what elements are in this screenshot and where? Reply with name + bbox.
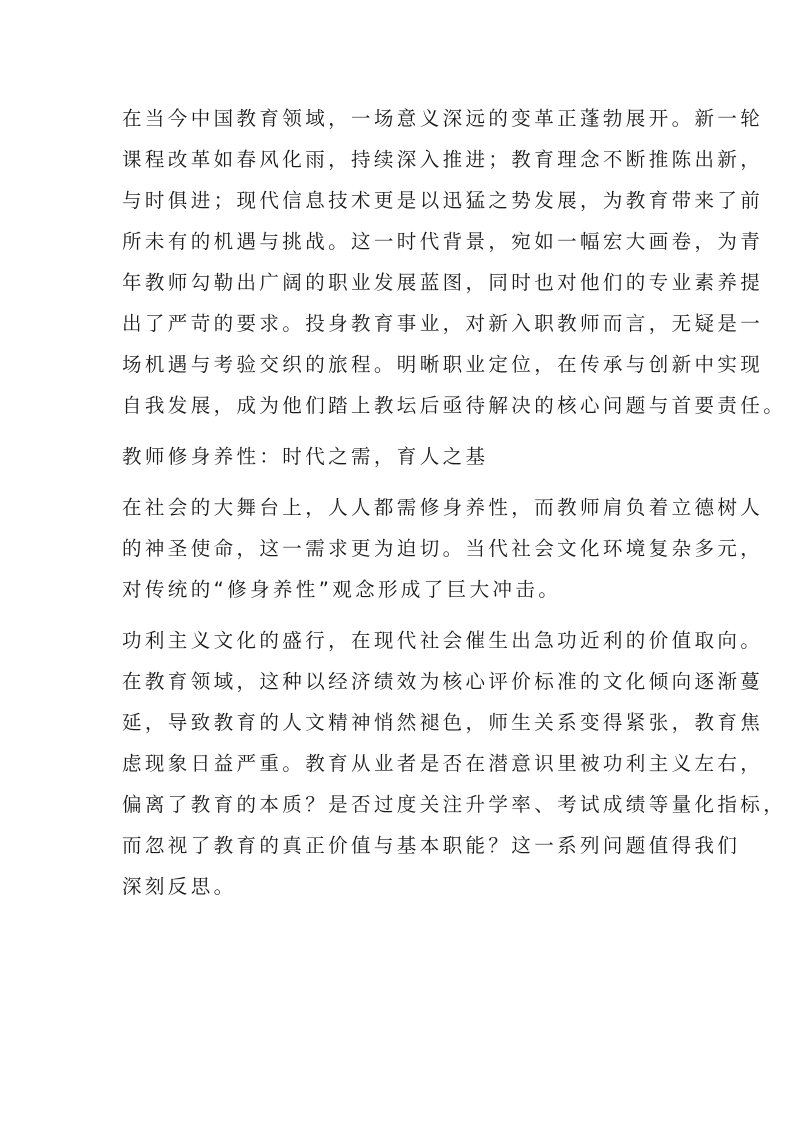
text-line: 在社会的大舞台上，人人都需修身养性，而教师肩负着立德树人 (122, 496, 764, 519)
heading-text: 教师修身养性：时代之需，育人之基 (122, 445, 489, 468)
text-line: 功利主义文化的盛行，在现代社会催生出急功近利的价值取向。 (122, 629, 764, 652)
text-line: 对传统的“修身养性”观念形成了巨大冲击。 (122, 578, 562, 601)
text-line: 偏离了教育的本质？是否过度关注升学率、考试成绩等量化指标， (122, 793, 787, 816)
text-line: 所未有的机遇与挑战。这一时代背景，宛如一幅宏大画卷，为青 (122, 230, 764, 253)
section-heading (122, 436, 682, 477)
text-line: 的神圣使命，这一需求更为迫切。当代社会文化环境复杂多元， (122, 537, 764, 560)
text-line: 而忽视了教育的真正价值与基本职能？这一系列问题值得我们 (122, 834, 741, 857)
text-line: 虑现象日益严重。教育从业者是否在潜意识里被功利主义左右， (122, 752, 764, 775)
text-line: 自我发展，成为他们踏上教坛后亟待解决的核心问题与首要责任。 (122, 394, 787, 417)
text-line: 与时俱进；现代信息技术更是以迅猛之势发展，为教育带来了前 (122, 189, 764, 212)
text-line: 出了严苛的要求。投身教育事业，对新入职教师而言，无疑是一 (122, 312, 764, 335)
text-line: 延，导致教育的人文精神悄然褪色，师生关系变得紧张，教育焦 (122, 711, 764, 734)
body-paragraph (122, 487, 764, 610)
body-paragraph (122, 620, 787, 907)
text-line: 深刻反思。 (122, 875, 237, 898)
text-line: 在当今中国教育领域，一场意义深远的变革正蓬勃展开。新一轮 (122, 107, 764, 130)
text-line: 在教育领域，这种以经济绩效为核心评价标准的文化倾向逐渐蔓 (122, 670, 764, 693)
intro-paragraph (122, 98, 787, 426)
text-line: 年教师勾勒出广阔的职业发展蓝图，同时也对他们的专业素养提 (122, 271, 764, 294)
text-line: 课程改革如春风化雨，持续深入推进；教育理念不断推陈出新， (122, 148, 764, 171)
text-line: 场机遇与考验交织的旅程。明晰职业定位，在传承与创新中实现 (122, 353, 764, 376)
document-page (122, 98, 787, 907)
